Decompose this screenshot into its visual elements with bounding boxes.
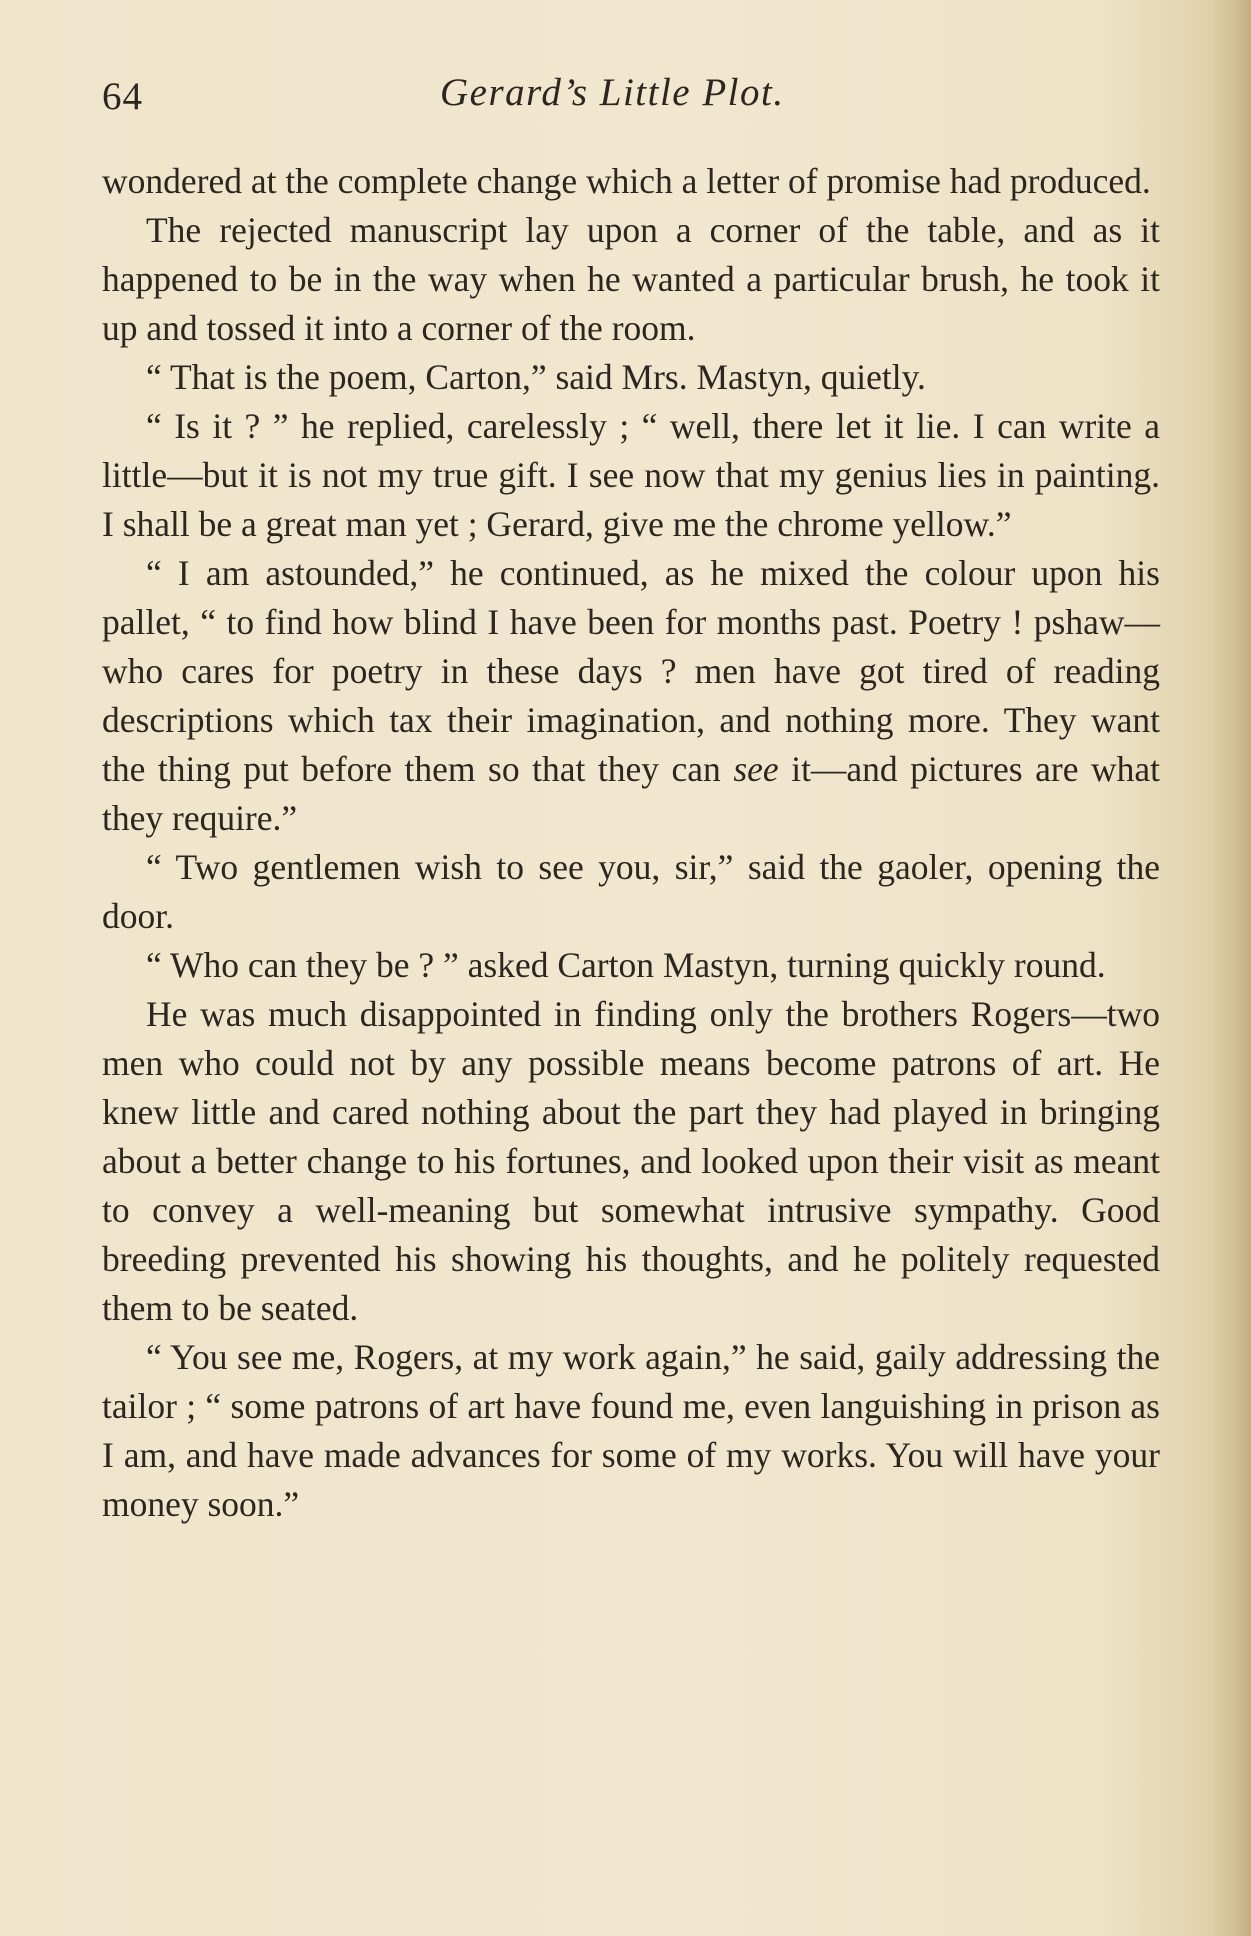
- paragraph: [102, 843, 1160, 941]
- paragraph: [102, 549, 1160, 843]
- text-span: “ Is it ? ” he replied, carelessly ; “ well, there let it lie. I can write a little—but it is not my true gift. I see now that my genius lies in painting. I shall be a great man yet ; Gerard, give me the chrome yellow.”: [102, 406, 1160, 544]
- paragraph: [102, 157, 1160, 206]
- body-text: [102, 157, 1160, 1529]
- text-span: wondered at the complete change which a letter of promise had produced.: [102, 161, 1151, 201]
- running-head: [102, 70, 1162, 118]
- paragraph: [102, 353, 1160, 402]
- page-number: 64: [102, 75, 143, 118]
- text-span: “ That is the poem, Carton,” said Mrs. Mastyn, quietly.: [146, 357, 926, 397]
- paragraph: [102, 206, 1160, 353]
- page-edge-shadow: [1211, 0, 1251, 1936]
- text-span: “ Two gentlemen wish to see you, sir,” said the gaoler, opening the door.: [102, 847, 1160, 936]
- text-span: “ I am astounded,” he continued, as he mixed the colour upon his pallet, “ to find how blind I have been for months past. Poetry ! pshaw—who cares for poetry in these days ? men have got tired of reading descriptions which tax their imagination, and nothing more. They want the thing put before them so that they can: [102, 553, 1160, 789]
- text-span: it—and pictures are what they require.”: [102, 749, 1161, 838]
- paragraph: [102, 941, 1160, 990]
- text-span: “ You see me, Rogers, at my work again,” he said, gaily addressing the tailor ; “ some patrons of art have found me, even languishing in prison as I am, and have made advances for some of my works. You will have your money soon.”: [102, 1337, 1160, 1524]
- paragraph: [102, 402, 1160, 549]
- paragraph: [102, 990, 1160, 1333]
- italic-emphasis: see: [733, 749, 779, 789]
- text-span: He was much disappointed in finding only the brothers Rogers—two men who could not by any possible means become patrons of art. He knew little and cared nothing about the part they had played in bringing about a better change to his fortunes, and looked upon their visit as meant to convey a well-meaning but somewhat intrusive sympathy. Good breeding prevented his showing his thoughts, and he politely requested them to be seated.: [102, 994, 1160, 1328]
- text-span: “ Who can they be ? ” asked Carton Mastyn, turning quickly round.: [146, 945, 1106, 985]
- text-span: The rejected manuscript lay upon a corner of the table, and as it happened to be in the way when he wanted a particular brush, he took it up and tossed it into a corner of the room.: [102, 210, 1160, 348]
- paragraph: [102, 1333, 1160, 1529]
- running-title: Gerard’s Little Plot.: [440, 71, 785, 114]
